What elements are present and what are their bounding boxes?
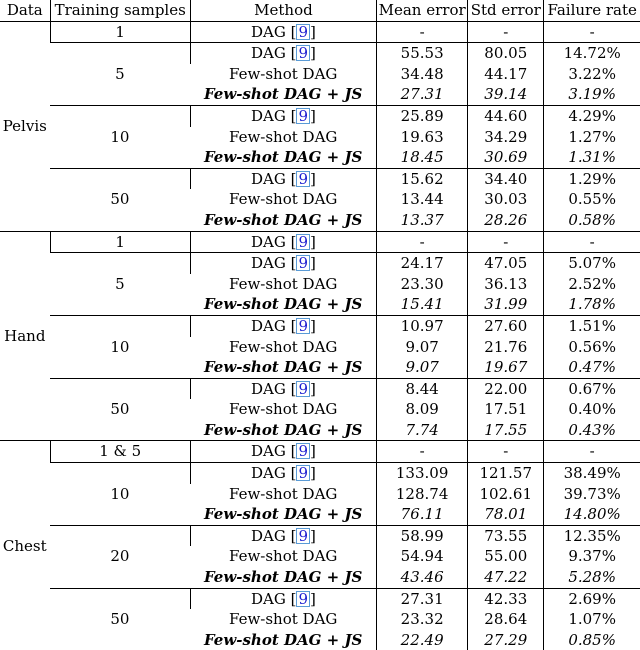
method-name: DAG bbox=[251, 464, 286, 483]
failure-rate-cell: 0.67% bbox=[544, 378, 640, 399]
citation-link[interactable]: 9 bbox=[298, 169, 309, 188]
method-name: Few-shot DAG + JS bbox=[203, 568, 363, 587]
method-name: Few-shot DAG bbox=[228, 64, 338, 83]
method-cell bbox=[190, 567, 376, 588]
method-cell bbox=[190, 147, 376, 168]
std-error-cell: 30.69 bbox=[468, 147, 544, 168]
std-error-cell: 44.60 bbox=[468, 105, 544, 126]
failure-rate-cell: 1.27% bbox=[544, 127, 640, 148]
method-cell bbox=[190, 337, 376, 358]
failure-rate-cell: 14.72% bbox=[544, 43, 640, 64]
failure-rate-cell: 9.37% bbox=[544, 546, 640, 567]
mean-error-cell: 22.49 bbox=[377, 630, 468, 650]
method-cell: DAG [ 9 ] bbox=[190, 253, 376, 274]
table-row bbox=[0, 378, 640, 399]
failure-rate-cell: 3.19% bbox=[544, 84, 640, 105]
failure-rate-cell: 1.78% bbox=[544, 294, 640, 315]
method-name: DAG bbox=[251, 106, 286, 125]
failure-rate-cell: 38.49% bbox=[544, 463, 640, 484]
mean-error-cell: 27.31 bbox=[377, 84, 468, 105]
failure-rate-cell: 14.80% bbox=[544, 504, 640, 525]
mean-error-cell: 133.09 bbox=[377, 463, 468, 484]
std-error-cell: 34.29 bbox=[468, 127, 544, 148]
training-samples-cell: 1 & 5 bbox=[50, 441, 190, 463]
mean-error-cell: 27.31 bbox=[377, 588, 468, 609]
method-name: Few-shot DAG + JS bbox=[203, 295, 363, 314]
std-error-cell: 47.05 bbox=[468, 253, 544, 274]
method-name: Few-shot DAG + JS bbox=[203, 505, 363, 524]
std-error-cell: 17.55 bbox=[468, 420, 544, 441]
failure-rate-cell: 1.31% bbox=[544, 147, 640, 168]
failure-rate-cell: 1.07% bbox=[544, 609, 640, 630]
table-row bbox=[0, 21, 640, 43]
citation-link[interactable]: 9 bbox=[298, 232, 309, 251]
table-row bbox=[0, 525, 640, 546]
method-cell: DAG [ 9 ] bbox=[190, 43, 376, 64]
std-error-cell: 42.33 bbox=[468, 588, 544, 609]
failure-rate-cell: 2.52% bbox=[544, 274, 640, 295]
method-cell: DAG [ 9 ] bbox=[190, 315, 376, 336]
mean-error-cell: 9.07 bbox=[377, 337, 468, 358]
method-name: Few-shot DAG + JS bbox=[203, 210, 363, 229]
method-cell bbox=[190, 274, 376, 295]
method-cell: DAG [ 9 ] bbox=[190, 463, 376, 484]
mean-error-cell: 43.46 bbox=[377, 567, 468, 588]
citation-link[interactable]: 9 bbox=[298, 589, 309, 608]
header-failure-rate: Failure rate bbox=[544, 0, 640, 21]
method-name: DAG bbox=[251, 254, 286, 273]
method-cell bbox=[190, 294, 376, 315]
training-samples-cell: 10 bbox=[50, 315, 190, 378]
mean-error-cell: 13.44 bbox=[377, 189, 468, 210]
method-name: DAG bbox=[251, 589, 286, 608]
std-error-cell: 17.51 bbox=[468, 399, 544, 420]
failure-rate-cell: 0.56% bbox=[544, 337, 640, 358]
training-samples-cell: 1 bbox=[50, 231, 190, 253]
std-error-cell: 80.05 bbox=[468, 43, 544, 64]
header-method: Method bbox=[190, 0, 376, 21]
failure-rate-cell: 4.29% bbox=[544, 105, 640, 126]
mean-error-cell: 10.97 bbox=[377, 315, 468, 336]
failure-rate-cell: 5.07% bbox=[544, 253, 640, 274]
method-name: DAG bbox=[251, 22, 286, 41]
method-cell bbox=[190, 84, 376, 105]
failure-rate-cell: 3.22% bbox=[544, 64, 640, 85]
method-cell bbox=[190, 357, 376, 378]
method-name: Few-shot DAG bbox=[228, 274, 338, 293]
std-error-cell: 55.00 bbox=[468, 546, 544, 567]
header-std-error: Std error bbox=[468, 0, 544, 21]
table-row bbox=[0, 168, 640, 189]
std-error-cell: 30.03 bbox=[468, 189, 544, 210]
training-samples-cell: 20 bbox=[50, 525, 190, 588]
std-error-cell: 27.60 bbox=[468, 315, 544, 336]
std-error-cell: 78.01 bbox=[468, 504, 544, 525]
method-cell: DAG [ 9 ] bbox=[190, 525, 376, 546]
std-error-cell: 28.64 bbox=[468, 609, 544, 630]
std-error-cell: 36.13 bbox=[468, 274, 544, 295]
failure-rate-cell: - bbox=[544, 21, 640, 43]
mean-error-cell: - bbox=[377, 441, 468, 463]
failure-rate-cell: 0.85% bbox=[544, 630, 640, 650]
mean-error-cell: - bbox=[377, 231, 468, 253]
header-row bbox=[0, 0, 640, 21]
std-error-cell: - bbox=[468, 21, 544, 43]
method-cell bbox=[190, 189, 376, 210]
method-name: DAG bbox=[251, 442, 286, 461]
method-cell: DAG [ 9 ] bbox=[190, 441, 376, 463]
mean-error-cell: - bbox=[377, 21, 468, 43]
method-cell bbox=[190, 609, 376, 630]
training-samples-cell: 50 bbox=[50, 378, 190, 441]
failure-rate-cell: 1.29% bbox=[544, 168, 640, 189]
method-name: Few-shot DAG bbox=[228, 400, 338, 419]
mean-error-cell: 128.74 bbox=[377, 484, 468, 505]
failure-rate-cell: 39.73% bbox=[544, 484, 640, 505]
std-error-cell: 31.99 bbox=[468, 294, 544, 315]
mean-error-cell: 54.94 bbox=[377, 546, 468, 567]
method-name: DAG bbox=[251, 316, 286, 335]
mean-error-cell: 13.37 bbox=[377, 210, 468, 231]
data-cell: Pelvis bbox=[0, 21, 50, 231]
mean-error-cell: 25.89 bbox=[377, 105, 468, 126]
method-cell: DAG [ 9 ] bbox=[190, 105, 376, 126]
training-samples-cell: 50 bbox=[50, 168, 190, 231]
method-cell: DAG [ 9 ] bbox=[190, 588, 376, 609]
mean-error-cell: 19.63 bbox=[377, 127, 468, 148]
mean-error-cell: 15.62 bbox=[377, 168, 468, 189]
failure-rate-cell: - bbox=[544, 441, 640, 463]
method-name: Few-shot DAG + JS bbox=[203, 630, 363, 649]
mean-error-cell: 23.32 bbox=[377, 609, 468, 630]
method-cell bbox=[190, 399, 376, 420]
method-name: DAG bbox=[251, 526, 286, 545]
method-name: DAG bbox=[251, 169, 286, 188]
failure-rate-cell: 12.35% bbox=[544, 525, 640, 546]
mean-error-cell: 58.99 bbox=[377, 525, 468, 546]
method-cell bbox=[190, 64, 376, 85]
failure-rate-cell: 2.69% bbox=[544, 588, 640, 609]
std-error-cell: 73.55 bbox=[468, 525, 544, 546]
std-error-cell: 44.17 bbox=[468, 64, 544, 85]
method-name: Few-shot DAG bbox=[228, 547, 338, 566]
method-name: Few-shot DAG bbox=[228, 190, 338, 209]
method-name: DAG bbox=[251, 44, 286, 63]
std-error-cell: 21.76 bbox=[468, 337, 544, 358]
std-error-cell: - bbox=[468, 441, 544, 463]
std-error-cell: 47.22 bbox=[468, 567, 544, 588]
failure-rate-cell: 0.47% bbox=[544, 357, 640, 378]
failure-rate-cell: - bbox=[544, 231, 640, 253]
method-cell: DAG [ 9 ] bbox=[190, 21, 376, 43]
header-training-samples: Training samples bbox=[50, 0, 190, 21]
citation-link[interactable]: 9 bbox=[298, 22, 309, 41]
std-error-cell: - bbox=[468, 231, 544, 253]
mean-error-cell: 7.74 bbox=[377, 420, 468, 441]
table-row bbox=[0, 588, 640, 609]
failure-rate-cell: 0.58% bbox=[544, 210, 640, 231]
mean-error-cell: 15.41 bbox=[377, 294, 468, 315]
method-name: Few-shot DAG + JS bbox=[203, 85, 363, 104]
std-error-cell: 39.14 bbox=[468, 84, 544, 105]
citation-link[interactable]: 9 bbox=[298, 379, 309, 398]
failure-rate-cell: 5.28% bbox=[544, 567, 640, 588]
method-name: DAG bbox=[251, 379, 286, 398]
method-name: Few-shot DAG + JS bbox=[203, 420, 363, 439]
mean-error-cell: 55.53 bbox=[377, 43, 468, 64]
method-name: Few-shot DAG bbox=[228, 127, 338, 146]
table-body bbox=[0, 21, 640, 650]
table-row bbox=[0, 441, 640, 463]
mean-error-cell: 76.11 bbox=[377, 504, 468, 525]
method-name: Few-shot DAG + JS bbox=[203, 148, 363, 167]
training-samples-cell: 50 bbox=[50, 588, 190, 650]
method-name: Few-shot DAG bbox=[228, 337, 338, 356]
table-row bbox=[0, 231, 640, 253]
citation-link[interactable]: 9 bbox=[298, 526, 309, 545]
table-row bbox=[0, 105, 640, 126]
citation-link[interactable]: 9 bbox=[298, 316, 309, 335]
data-cell: Chest bbox=[0, 441, 50, 650]
method-cell: DAG [ 9 ] bbox=[190, 231, 376, 253]
training-samples-cell: 5 bbox=[50, 253, 190, 316]
failure-rate-cell: 1.51% bbox=[544, 315, 640, 336]
method-name: Few-shot DAG bbox=[228, 484, 338, 503]
std-error-cell: 34.40 bbox=[468, 168, 544, 189]
mean-error-cell: 8.09 bbox=[377, 399, 468, 420]
citation-link[interactable]: 9 bbox=[298, 106, 309, 125]
header-mean-error: Mean error bbox=[377, 0, 468, 21]
std-error-cell: 27.29 bbox=[468, 630, 544, 650]
citation-link[interactable]: 9 bbox=[298, 44, 309, 63]
method-cell: DAG [ 9 ] bbox=[190, 168, 376, 189]
citation-link[interactable]: 9 bbox=[298, 254, 309, 273]
mean-error-cell: 23.30 bbox=[377, 274, 468, 295]
method-name: DAG bbox=[251, 232, 286, 251]
method-cell bbox=[190, 630, 376, 650]
table-header bbox=[0, 0, 640, 21]
failure-rate-cell: 0.43% bbox=[544, 420, 640, 441]
table-row bbox=[0, 253, 640, 274]
method-cell bbox=[190, 484, 376, 505]
citation-link[interactable]: 9 bbox=[298, 442, 309, 461]
std-error-cell: 19.67 bbox=[468, 357, 544, 378]
citation-link[interactable]: 9 bbox=[298, 464, 309, 483]
mean-error-cell: 24.17 bbox=[377, 253, 468, 274]
training-samples-cell: 1 bbox=[50, 21, 190, 43]
table-row bbox=[0, 315, 640, 336]
std-error-cell: 102.61 bbox=[468, 484, 544, 505]
mean-error-cell: 9.07 bbox=[377, 357, 468, 378]
method-cell bbox=[190, 504, 376, 525]
table-row bbox=[0, 43, 640, 64]
method-cell bbox=[190, 420, 376, 441]
method-cell bbox=[190, 210, 376, 231]
mean-error-cell: 18.45 bbox=[377, 147, 468, 168]
mean-error-cell: 34.48 bbox=[377, 64, 468, 85]
training-samples-cell: 10 bbox=[50, 105, 190, 168]
method-cell bbox=[190, 546, 376, 567]
method-cell bbox=[190, 127, 376, 148]
mean-error-cell: 8.44 bbox=[377, 378, 468, 399]
std-error-cell: 121.57 bbox=[468, 463, 544, 484]
method-name: Few-shot DAG bbox=[228, 610, 338, 629]
std-error-cell: 28.26 bbox=[468, 210, 544, 231]
method-cell: DAG [ 9 ] bbox=[190, 378, 376, 399]
header-data: Data bbox=[0, 0, 50, 21]
failure-rate-cell: 0.55% bbox=[544, 189, 640, 210]
method-name: Few-shot DAG + JS bbox=[203, 358, 363, 377]
failure-rate-cell: 0.40% bbox=[544, 399, 640, 420]
std-error-cell: 22.00 bbox=[468, 378, 544, 399]
table-row bbox=[0, 463, 640, 484]
data-cell: Hand bbox=[0, 231, 50, 441]
training-samples-cell: 5 bbox=[50, 43, 190, 106]
training-samples-cell: 10 bbox=[50, 463, 190, 526]
